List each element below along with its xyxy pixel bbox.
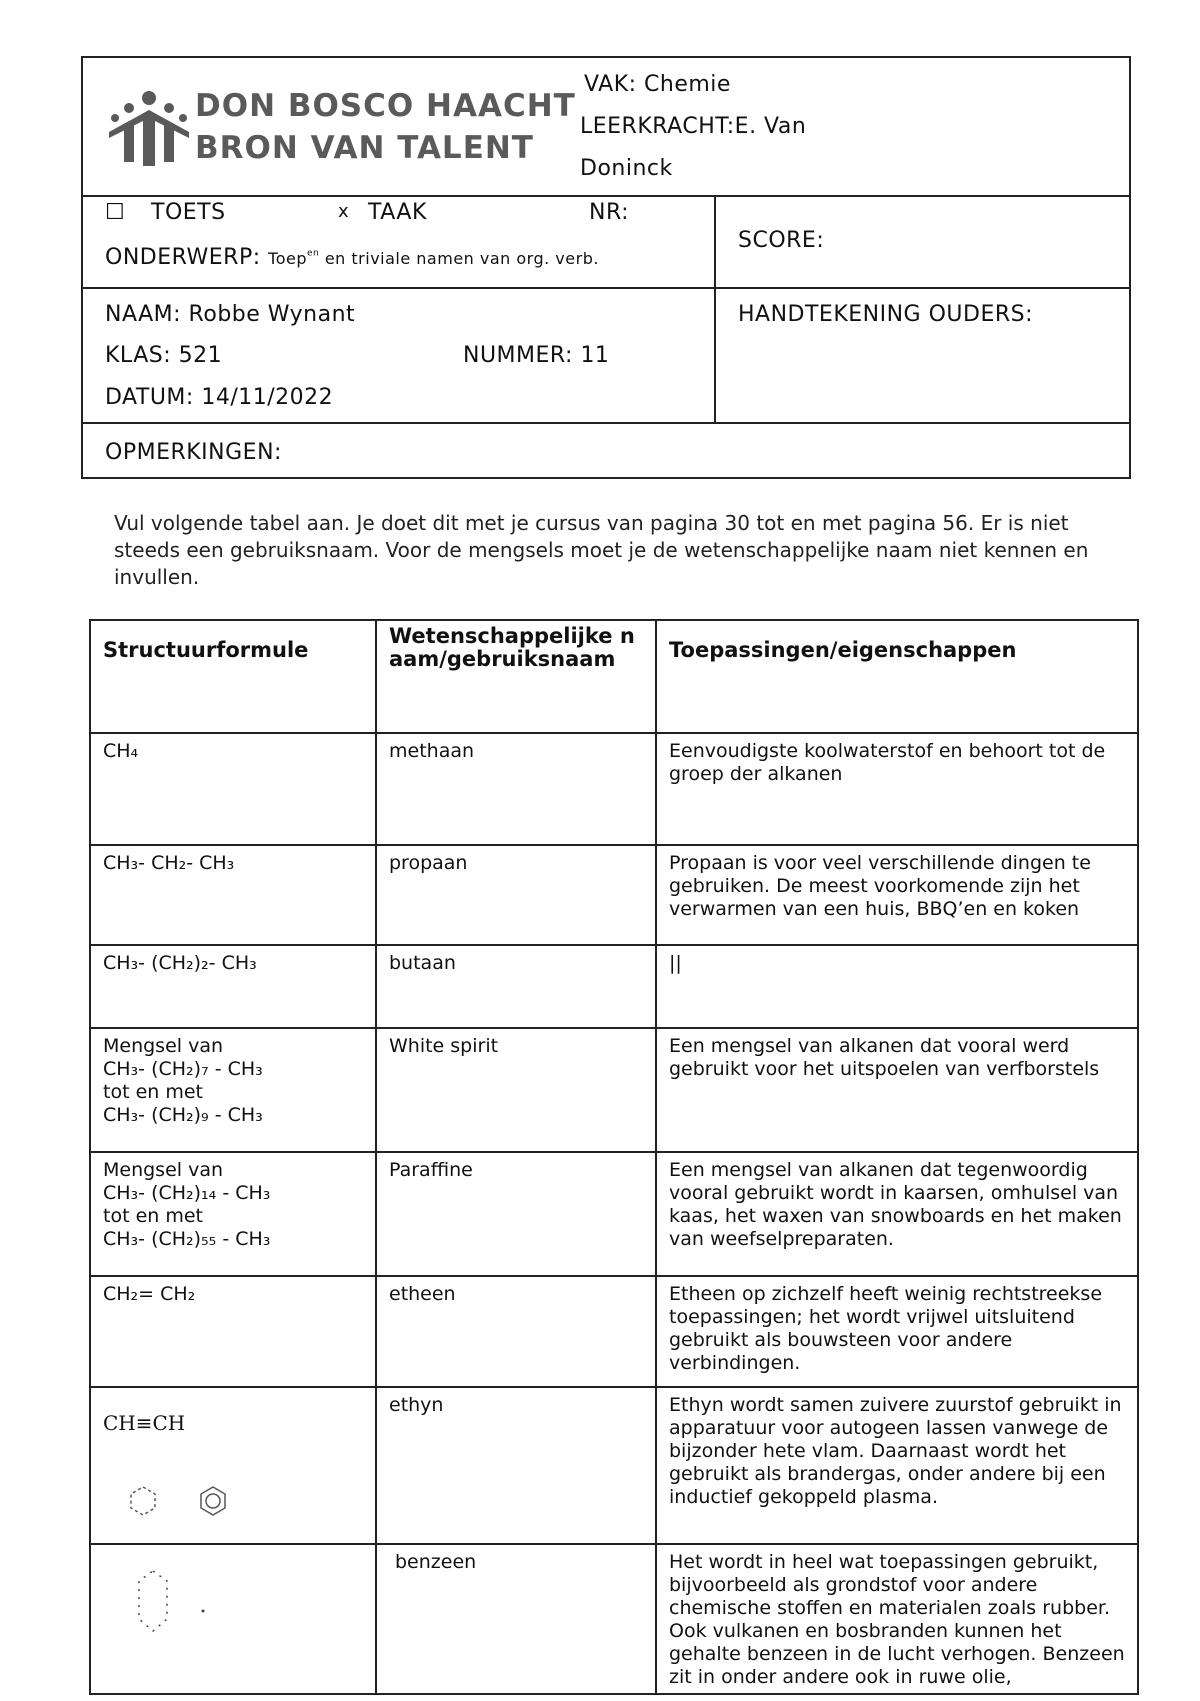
formula-line: CH₃- (CH₂)₉ - CH₃ — [103, 1104, 263, 1126]
formula-line: CH₃- (CH₂)₅₅ - CH₃ — [103, 1228, 271, 1250]
use-cell: Ethyn wordt samen zuivere zuurstof gebruikt in apparatuur voor autogeen lassen vanwege de bijzonder hete vlam. Daarnaast wordt het gebruikt als brandergas, onder andere bij een inductief gekoppeld plasma. — [656, 1387, 1138, 1544]
table-row — [90, 1152, 1138, 1276]
formula-line: tot en met — [103, 1205, 203, 1227]
benzene-sketch-icon — [103, 1479, 243, 1529]
taak-label: TAAK — [368, 200, 427, 225]
header-naam: Wetenschappelijke naam/gebruiksnaam — [376, 620, 656, 733]
formula-cell — [90, 1544, 376, 1694]
formula-cell — [90, 1387, 376, 1544]
table-row — [90, 1387, 1138, 1544]
formula-line: CH₃- (CH₂)₁₄ - CH₃ — [103, 1182, 271, 1204]
school-slogan: BRON VAN TALENT — [195, 130, 534, 166]
formula-line: CH₃- (CH₂)₇ - CH₃ — [103, 1058, 263, 1080]
use-cell: || — [656, 945, 1138, 1028]
formula-cell: CH₂= CH₂ — [90, 1276, 376, 1387]
table-header-row — [90, 620, 1138, 733]
name-cell: benzeen — [376, 1544, 656, 1694]
name-cell: White spirit — [376, 1028, 656, 1152]
name-cell: ethyn — [376, 1387, 656, 1544]
toets-label: TOETS — [151, 200, 226, 225]
table-row — [90, 733, 1138, 845]
formula-cell — [90, 1028, 376, 1152]
formula-cell: CH₃- (CH₂)₂- CH₃ — [90, 945, 376, 1028]
datum-field: DATUM: 14/11/2022 — [105, 385, 334, 410]
use-cell: Het wordt in heel wat toepassingen gebruikt, bijvoorbeeld als grondstof voor andere chemische stoffen en materialen zoals rubber. Ook vulkanen en bosbranden kunnen het gehalte benzeen in de lucht verhogen. Benzeen zit in onder andere ook in ruwe olie, — [656, 1544, 1138, 1694]
logo-figures-icon — [107, 88, 191, 168]
leerkracht-field: LEERKRACHT:E. Van — [580, 114, 807, 139]
divider — [83, 287, 1129, 289]
opmerkingen-label: OPMERKINGEN: — [105, 440, 282, 465]
header-box — [81, 56, 1131, 479]
klas-field: KLAS: 521 — [105, 343, 223, 368]
table-row — [90, 945, 1138, 1028]
use-cell: Een mengsel van alkanen dat tegenwoordig vooral gebruikt wordt in kaarsen, omhulsel van kaas, het waxen van snowboards en het maken van weefselpreparaten. — [656, 1152, 1138, 1276]
name-cell: butaan — [376, 945, 656, 1028]
nr-label: NR: — [589, 200, 629, 225]
onderwerp-rest: en triviale namen van org. verb. — [319, 249, 599, 268]
instructions-text: Vul volgende tabel aan. Je doet dit met je cursus van pagina 30 tot en met pagina 56. Er is niet steeds een gebruiksnaam. Voor de mengsels moet je de wetenschappelijke naam niet kennen en invullen. — [114, 511, 1089, 589]
use-cell: Een mengsel van alkanen dat vooral werd gebruikt voor het uitspoelen van verfborstels — [656, 1028, 1138, 1152]
header-structuurformule: Structuurformule — [90, 620, 376, 733]
formula-line: Mengsel van — [103, 1035, 224, 1057]
toets-checkbox[interactable]: ☐ — [105, 200, 126, 225]
benzene-dotted-icon — [103, 1551, 223, 1661]
score-label: SCORE: — [738, 228, 825, 253]
use-cell: Etheen op zichzelf heeft weinig rechtstreekse toepassingen; het wordt vrijwel uitsluitend gebruikt als bouwsteen voor andere verbindingen. — [656, 1276, 1138, 1387]
divider — [714, 195, 716, 422]
formula-cell — [90, 1152, 376, 1276]
divider — [83, 422, 1129, 424]
name-cell: Paraffine — [376, 1152, 656, 1276]
formula-line: tot en met — [103, 1081, 203, 1103]
formula-ethyn: CH≡CH — [103, 1411, 186, 1435]
compounds-table — [89, 619, 1139, 1695]
onderwerp-field — [105, 245, 599, 270]
formula-cell: CH₃- CH₂- CH₃ — [90, 845, 376, 945]
name-cell: propaan — [376, 845, 656, 945]
use-cell: Eenvoudigste koolwaterstof en behoort tot de groep der alkanen — [656, 733, 1138, 845]
nummer-field: NUMMER: 11 — [463, 343, 610, 368]
handtekening-label: HANDTEKENING OUDERS: — [738, 302, 1034, 327]
table-row — [90, 845, 1138, 945]
school-name: DON BOSCO HAACHT — [195, 88, 576, 124]
onderwerp-superscript: en — [306, 248, 320, 259]
formula-cell: CH₄ — [90, 733, 376, 845]
leerkracht-field-cont: Doninck — [580, 156, 673, 181]
table-row — [90, 1544, 1138, 1694]
table-row — [90, 1276, 1138, 1387]
vak-field: VAK: Chemie — [584, 72, 731, 97]
onderwerp-value: Toep — [268, 249, 307, 268]
school-logo — [107, 88, 576, 178]
name-cell: methaan — [376, 733, 656, 845]
formula-line: Mengsel van — [103, 1159, 224, 1181]
onderwerp-label: ONDERWERP: — [105, 245, 261, 270]
name-cell: etheen — [376, 1276, 656, 1387]
use-cell: Propaan is voor veel verschillende dingen te gebruiken. De meest voorkomende zijn het verwarmen van een huis, BBQ’en en koken — [656, 845, 1138, 945]
divider — [83, 195, 1129, 197]
taak-mark[interactable]: x — [338, 201, 350, 222]
table-row — [90, 1028, 1138, 1152]
naam-field: NAAM: Robbe Wynant — [105, 302, 356, 327]
header-toepassingen: Toepassingen/eigenschappen — [656, 620, 1138, 733]
